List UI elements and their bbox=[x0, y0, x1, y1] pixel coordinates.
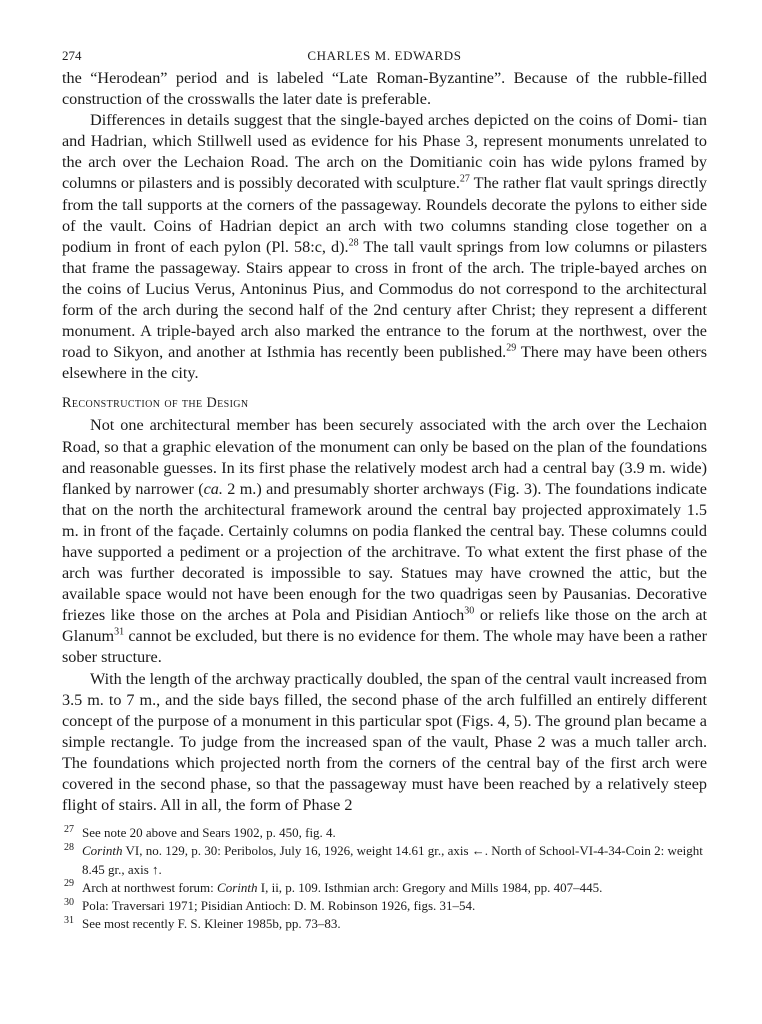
section-heading: Reconstruction of the Design bbox=[62, 395, 249, 412]
footnote-ref-29[interactable]: 29 bbox=[506, 342, 517, 354]
paragraph-2: Differences in details suggest that the single-bayed arches depicted on the coins of Domi- tian and Hadrian, which Stillwell used as evidence for his Phase 3, represent monuments unrelated to the arch over the Lechaion Road. The arch on the Domitianic coin has wide pylons framed by columns or pilasters and is possibly decorated with sculpture.$^{27}$ The rather flat vault springs directly from the tall supports at the corners of the passageway. Roundels decorate the pylons to either side of the vault. Coins of Hadrian depict an arch with two columns standing close together on a podium in front of each pylon (Pl. 58:c, d).$^{28}$ The tall vault springs from low columns or pilasters that frame the passageway. Stairs appear to cross in front of the arch. The triple-bayed arches on the coins of Lucius Verus, Antoninus Pius, and Commodus do not correspond to the architectural form of the arch during the second half of the 2nd century after Christ; they represent a different monument. A triple-bayed arch also marked the entrance to the forum at the northwest, over the road to Sikyon, and another at Isthmia has recently been published.$^{29}$ There may have been others elsewhere in the city. bbox=[62, 111, 707, 383]
footnote: 30 Pola: Traversari 1971; Pisidian Antioch: D. M. Robinson 1926, figs. 31–54. bbox=[64, 896, 476, 913]
page bbox=[62, 44, 707, 933]
paragraph-4: With the length of the archway practically doubled, the span of the central vault increased from 3.5 m. to 7 m., and the side bays filled, the second phase of the arch fulfilled an entirely different concept of the purpose of a monument in this particular spot (Figs. 4, 5). The ground plan became a simple rectangle. To judge from the increased span of the vault, Phase 2 was a much taller arch. The foundations which projected north from the corners of the central bay of the first arch were covered in the second phase, so that the passageway must have been reached by a relatively steep flight of stairs. All in all, the form of Phase 2 bbox=[62, 669, 707, 815]
footnote-ref-28[interactable]: 28 bbox=[348, 237, 359, 249]
page-header bbox=[62, 44, 707, 68]
footnote: 31 See most recently F. S. Kleiner 1985b, pp. 73–83. bbox=[64, 914, 341, 932]
footnote-ref-31[interactable]: 31 bbox=[114, 626, 125, 638]
paragraph-3: Not one architectural member has been securely associated with the arch over the Lechaion Road, so that a graphic elevation of the monument can only be based on the plan of the foundations and reasonable guesses. In its first phase the relatively modest arch had a central bay (3.9 m. wide) flanked by narrower (ca. 2 m.) and presumably shorter archways (Fig. 3). The foundations indicate that on the north the architectural framework around the central bay projected approximately 1.5 m. in front of the façade. Certainly columns on podia flanked the central bay. These columns could have supported a pediment or a projection of the architrave. To what extent the first phase of the arch was further decorated is impossible to say. Statues may have crowned the attic, but the available space would not have been enough for the two quadrigas seen by Pausanias. Decorative friezes like those on the arches at Pola and Pisidian Antioch$^{30}$ or reliefs like those on the arch at Glanum$^{31}$ cannot be excluded, but there is no evidence for them. The whole may have been a rather sober structure. bbox=[62, 416, 708, 667]
footnote: 29 Arch at northwest forum: Corinth I, ii, p. 109. Isthmian arch: Gregory and Mills 1984, pp. 407–445. bbox=[64, 878, 603, 895]
paragraph-1: the “Herodean” period and is labeled “Late Roman-Byzantine”. Because of the rubble-filled construction of the crosswalls the later date is preferable. bbox=[62, 69, 707, 109]
body-text bbox=[62, 68, 707, 816]
running-title: CHARLES M. EDWARDS bbox=[307, 48, 462, 63]
footnotes bbox=[62, 824, 707, 933]
footnote: 28 Corinth VI, no. 129, p. 30: Peribolos, July 16, 1926, weight 14.61 gr., axis ←. North of School-VI-4-34-Coin 2: weight 8.45 gr., axis ↑. bbox=[64, 842, 703, 877]
footnote-ref-30[interactable]: 30 bbox=[464, 605, 475, 617]
page-number: 274 bbox=[62, 48, 82, 63]
footnote-ref-27[interactable]: 27 bbox=[459, 174, 470, 186]
footnote: 27 See note 20 above and Sears 1902, p. 450, fig. 4. bbox=[64, 823, 336, 841]
